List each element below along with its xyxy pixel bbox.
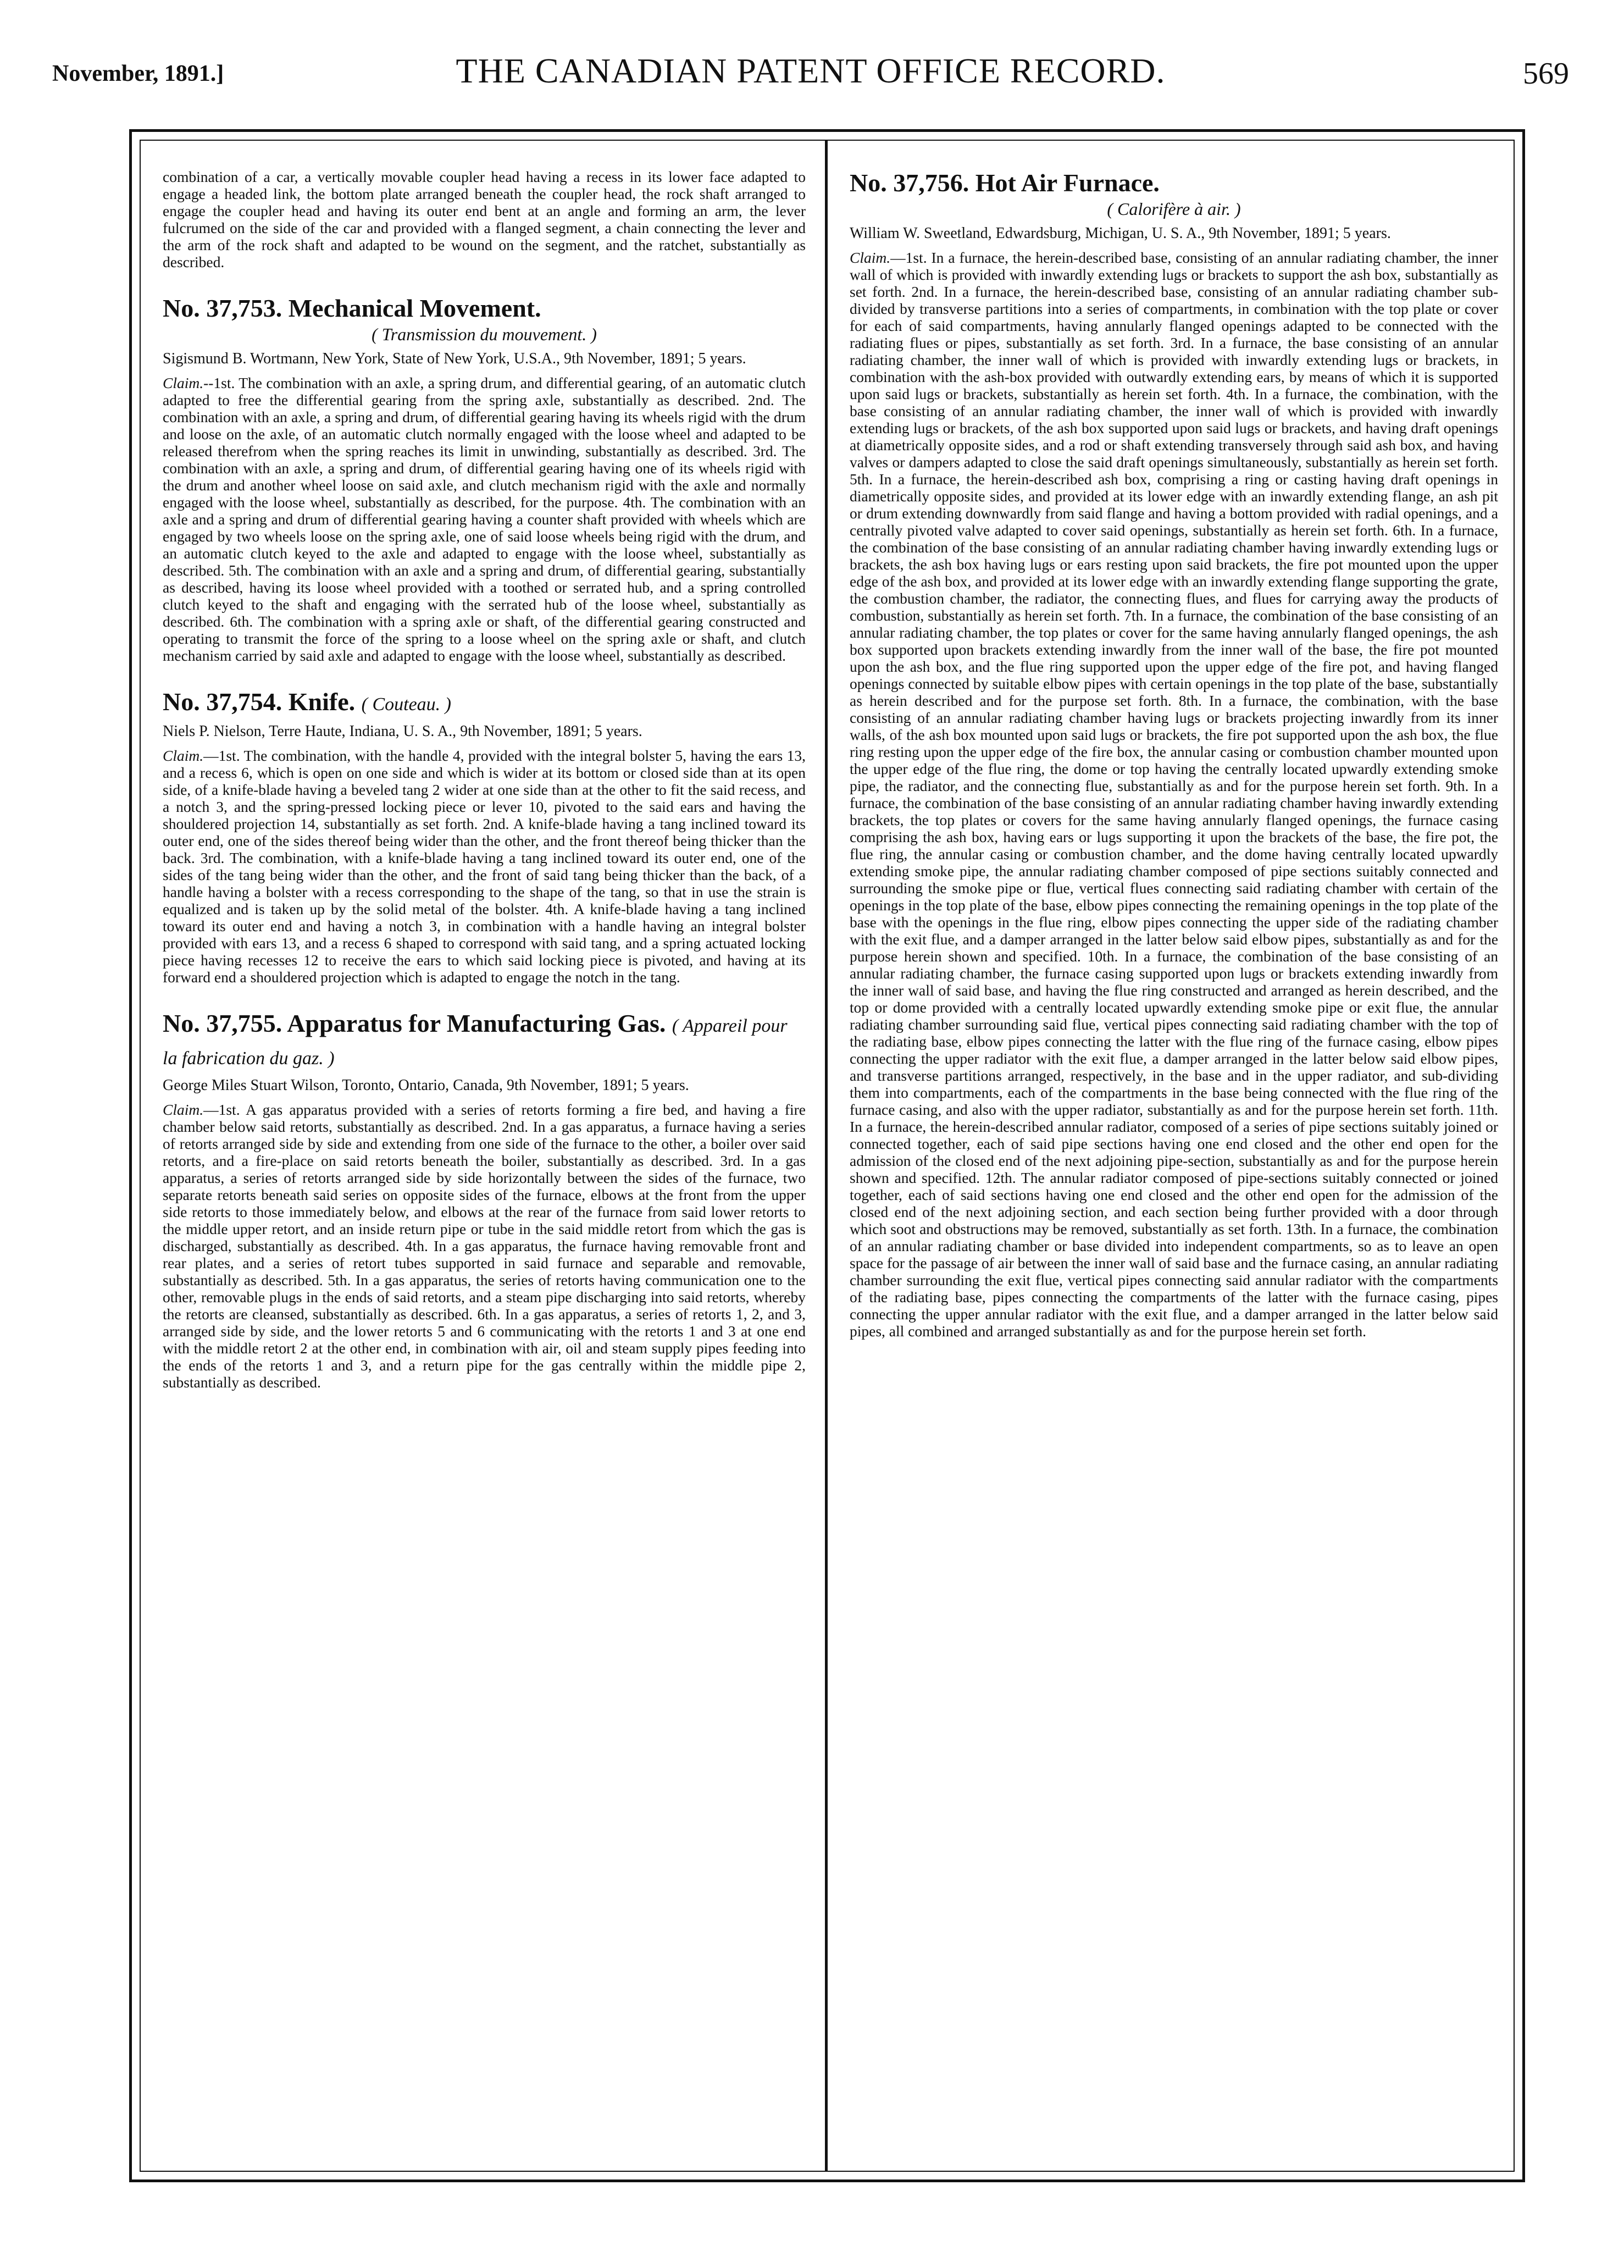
claim-label: Claim. (163, 1101, 204, 1118)
claim-label: Claim. (163, 374, 204, 391)
patent-french-title: ( Appareil pour la fabrication du gaz. ) (163, 1016, 788, 1069)
patent-number: No. 37,754. (163, 688, 282, 716)
patent-byline: George Miles Stuart Wilson, Toronto, Ontario, Canada, 9th November, 1891; 5 years. (163, 1077, 689, 1094)
page-frame (129, 129, 1525, 2182)
patent-entry-37753 (163, 294, 806, 664)
patent-number: No. 37,756. (850, 169, 969, 197)
patent-heading (850, 168, 1498, 198)
patent-number: No. 37,753. (163, 294, 282, 322)
page-header (52, 51, 1569, 100)
column-divider (825, 141, 828, 2171)
continued-claim-text: combination of a car, a vertically movable coupler head having a recess in its lower face adapted to engage a headed link, the bottom plate arranged beneath the coupler head, the rock shaft arranged to engage the coupler head and having its outer end bent at an angle and forming an arm, the lever fulcrumed on the side of the car and provided with a flanged segment, a chain connecting the lever and the arm of the rock shaft and adapted to be wound on the segment, and the ratchet, substantially as described. (163, 168, 806, 270)
left-column (163, 168, 806, 2149)
patent-entry-37756 (850, 168, 1498, 1340)
patent-entry-37754 (163, 687, 806, 986)
page-frame-inner (140, 140, 1515, 2172)
patent-claims (850, 249, 1498, 1340)
patent-number: No. 37,755. (163, 1009, 282, 1037)
claim-label: Claim. (163, 747, 204, 764)
patent-heading (163, 687, 806, 720)
claim-label: Claim. (850, 249, 891, 266)
patent-title: Mechanical Movement. (288, 294, 541, 322)
patent-title: Hot Air Furnace. (975, 169, 1160, 197)
right-column (850, 168, 1498, 2149)
page-number: 569 (1523, 57, 1569, 91)
patent-french-title: ( Couteau. ) (361, 694, 451, 715)
claim-text: —1st. A gas apparatus provided with a series of retorts forming a fire bed, and having a fire chamber below said retorts, substantially as described. 2nd. In a gas apparatus, a furnace having a series of retorts arranged side by side and extending from one side of the furnace to the other, a boiler over said retorts, and a fire-place on said retorts beneath the boiler, substantially as described. 3rd. In a gas apparatus, a series of retorts arranged side by side horizontally between the sides of the furnace, two separate retorts beneath said series on opposite sides of the furnace, elbows at the front from the upper side retorts to those immediately below, and elbows at the rear of the furnace from said lower retorts to the middle upper retort, and an inside return pipe or tube in the said middle retort from which the gas is discharged, substantially as described. 4th. In a gas apparatus, the furnace having removable front and rear plates, and a series of retort tubes supported in said furnace and separable and removable, substantially as described. 5th. In a gas apparatus, the series of retorts having communication one to the other, removable plugs in the ends of said retorts, and a steam pipe discharging into said retorts, whereby the retorts are cleansed, substantially as described. 6th. In a gas apparatus, a series of retorts 1, 2, and 3, arranged side by side, and the lower retorts 5 and 6 communicating with the retorts 1 and 3 at one end with the middle retort 2 at the other end, in combination with air, oil and steam supply pipes feeding into the ends of the retorts 1 and 3, and a return pipe for the gas centrally within the middle pipe 2, substantially as described. (163, 1101, 806, 1391)
claim-text: —1st. The combination, with the handle 4, provided with the integral bolster 5, having the ears 13, and a recess 6, which is open on one side and which is wider at its bottom or closed side than at its open side, of a knife-blade having a beveled tang 2 wider at one side than at the other to fit the said recess, and a notch 3, and the spring-pressed locking piece or lever 10, pivoted to the said ears and having the shouldered projection 14, substantially as set forth. 2nd. A knife-blade having a tang inclined toward its outer end, one of the sides thereof being wider than the other, and the front thereof being thicker than the back. 3rd. The combination, with a knife-blade having a tang inclined toward its outer end, one of the sides of the tang being wider than the other, and the front of said tang being thicker than the back, of a handle having a bolster with a recess corresponding to the shape of the tang, so that in use the strain is equalized and is taken up by the solid metal of the bolster. 4th. A knife-blade having a tang inclined toward its outer end and having a notch 3, in combination with a handle having an integral bolster provided with ears 13, and a recess 6 shaped to correspond with said tang, and a spring actuated locking piece having recesses 12 to receive the ears to which said locking piece is pivoted, and having at its forward end a shouldered projection which is adapted to engage the notch in the tang. (163, 747, 806, 986)
patent-claims (163, 747, 806, 986)
patent-claims (163, 374, 806, 664)
patent-heading (163, 294, 806, 323)
issue-date: November, 1891.] (52, 61, 224, 86)
patent-french-title: ( Calorifère à air. ) (1107, 199, 1241, 219)
patent-byline: Sigismund B. Wortmann, New York, State of New York, U.S.A., 9th November, 1891; 5 years. (163, 350, 746, 367)
patent-heading (163, 1009, 806, 1074)
patent-title: Apparatus for Manufacturing Gas. (287, 1009, 666, 1037)
patent-title: Knife. (288, 688, 356, 716)
patent-entry-37755 (163, 1009, 806, 1391)
patent-french-title: ( Transmission du mouvement. ) (372, 324, 597, 344)
patent-byline: Niels P. Nielson, Terre Haute, Indiana, U. S. A., 9th November, 1891; 5 years. (163, 723, 642, 740)
claim-text: --1st. The combination with an axle, a spring drum, and differential gearing, of an automatic clutch adapted to free the differential gearing from the spring axle, substantially as described. 2nd. The combination with an axle, a spring and drum, of differential gearing having its wheels rigid with the drum and loose on the axle, of an automatic clutch normally engaged with the loose wheel and adapted to be released therefrom when the spring reaches its limit in unwinding, substantially as described. 3rd. The combination with an axle, a spring and drum, of differential gearing having one of its wheels rigid with the drum and another wheel loose on said axle, and clutch mechanism rigid with the axle and normally engaged with the loose wheel, substantially as described, for the purpose. 4th. The combination with an axle and a spring and drum of differential gearing having a counter shaft provided with wheels which are engaged by two wheels loose on the spring axle, one of said loose wheels being rigid with the drum, and an automatic clutch keyed to the axle and adapted to engage with the loose wheel, substantially as described. 5th. The combination with an axle and a spring and drum, of differential gearing, substantially as described, having its loose wheel provided with a toothed or serrated hub, and a spring controlled clutch keyed to the shaft and engaging with the serrated hub of the loose wheel, substantially as described. 6th. The combination with a spring axle or shaft, of the differential gearing constructed and operating to transmit the force of the spring to a loose wheel on the spring axle or shaft, and clutch mechanism carried by said axle and adapted to engage with the loose wheel, substantially as described. (163, 374, 806, 664)
claim-text: —1st. In a furnace, the herein-described base, consisting of an annular radiating chamber, the inner wall of which is provided with inwardly extending lugs or brackets to support the ash box, substantially as set forth. 2nd. In a furnace, the herein-described base, consisting of an annular radiating chamber sub-divided by transverse partitions into a series of compartments, in combination with the top plate or cover for each of said compartments, having annularly flanged openings adapted to be connected with the radiating flues or pipes, substantially as set forth. 3rd. In a furnace, the base consisting of an annular radiating chamber, the inner wall of which is provided with inwardly extending lugs or brackets, in combination with the ash-box provided with outwardly extending ears, by means of which it is supported upon said lugs or brackets, substantially as herein set forth. 4th. In a furnace, the combination, with the base consisting of an annular radiating chamber, the inner wall of which is provided with inwardly extending lugs or brackets, of the ash box supported upon said lugs or brackets, and having draft openings at diametrically opposite sides, and a rod or shaft extending transversely through said ash box, and having valves or dampers adapted to close the said draft openings simultaneously, substantially as herein set forth. 5th. In a furnace, the herein-described ash box, comprising a ring or casting having draft openings in diametrically opposite sides, and provided at its lower edge with an inwardly extending flange, an ash pit or drum extending downwardly from said flange and having a bottom provided with radial openings, and a centrally pivoted valve adapted to cover said openings, substantially as herein set forth. 6th. In a furnace, the combination of the base consisting of an annular radiating chamber having inwardly extending lugs or brackets, the ash box having lugs or ears resting upon said brackets, the fire pot mounted upon the upper edge of the ash box, and provided at its lower edge with an inwardly extending flange supporting the grate, the combustion chamber, the radiator, the connecting flues, and flues for carrying away the products of combustion, substantially as herein set forth. 7th. In a furnace, the combination of the base consisting of an annular radiating chamber, the top plates or cover for the same having annularly flanged openings, the ash box supported upon brackets extending inwardly from the inner wall of the base, the fire pot mounted upon the ash box, and the flue ring supported upon the upper edge of the fire pot, and having flanged openings connected by suitable elbow pipes with certain openings in the top plate of the base, substantially as herein described and for the purpose set forth. 8th. In a furnace, the combination, with the base consisting of an annular radiating chamber having lugs or brackets projecting inwardly from its inner walls, of the ash box mounted upon said lugs or brackets, the fire pot supported upon the ash box, the flue ring resting upon the upper edge of the fire box, the annular casing or combustion chamber mounted upon the upper edge of the flue ring, the dome or top having the centrally located upwardly extending smoke pipe, the radiator, and the connecting flue, substantially as and for the purpose herein set forth. 9th. In a furnace, the combination of the base consisting of an annular radiating chamber having inwardly extending brackets, the top plates or covers for the same having annularly flanged openings, the furnace casing comprising the ash box, having ears or lugs supporting it upon the brackets of the base, the fire pot, the flue ring, the annular casing or combustion chamber, and the dome having centrally located upwardly extending smoke pipe, the annular radiating chamber composed of pipe sections suitably connected and surrounding the smoke pipe or flue, vertical flues connecting said radiating chamber with certain of the openings in the top plate of the base, elbow pipes connecting the remaining openings in the top plate of the base with the openings in the flue ring, elbow pipes connecting the upper side of the radiating chamber with the exit flue, and a damper arranged in the latter below said elbow pipes, substantially as and for the purpose herein shown and specified. 10th. In a furnace, the combination of the base consisting of an annular radiating chamber, the furnace casing supported upon lugs or brackets extending inwardly from the inner wall of said base, and having the flue ring constructed and arranged as herein described, and the top or dome provided with a centrally located upwardly extending smoke pipe or exit flue, the annular radiating chamber surrounding said flue, vertical pipes connecting said radiating chamber with the top of the radiating base, elbow pipes connecting the latter with the flue ring of the furnace casing, elbow pipes connecting the upper radiator with the exit flue, a damper arranged in the latter below said elbow pipes, and transverse partitions arranged, respectively, in the base and in the upper radiator, and sub-dividing them into compartments, each of the compartments in the base being connected with the flue ring of the furnace casing, and also with the upper radiator, substantially as and for the purpose herein set forth. 11th. In a furnace, the herein-described annular radiator, composed of a series of pipe sections suitably joined or connected together, each of said pipe sections having one end closed and the other end open for the admission of the closed end of the next adjoining pipe-section, substantially as and for the purpose herein shown and specified. 12th. The annular radiator composed of pipe-sections suitably connected or joined together, each of said sections having one end closed and the other end open for the admission of the closed end of the next adjoining section, and each section being further provided with a door through which soot and obstructions may be removed, substantially as set forth. 13th. In a furnace, the combination of an annular radiating chamber or base divided into independent compartments, so as to leave an open space for the passage of air between the inner wall of said base and the furnace casing, an annular radiating chamber surrounding the exit flue, vertical pipes connecting said annular radiator with the compartments of the radiating base, pipes connecting the compartments of the latter with the furnace casing, pipes connecting the upper annular radiator with the exit flue, and a damper arranged in the latter below said pipes, all combined and arranged substantially as and for the purpose herein set forth. (850, 249, 1498, 1340)
patent-byline: William W. Sweetland, Edwardsburg, Michigan, U. S. A., 9th November, 1891; 5 years. (850, 225, 1391, 242)
patent-claims (163, 1101, 806, 1391)
journal-title: THE CANADIAN PATENT OFFICE RECORD. (456, 51, 1166, 90)
